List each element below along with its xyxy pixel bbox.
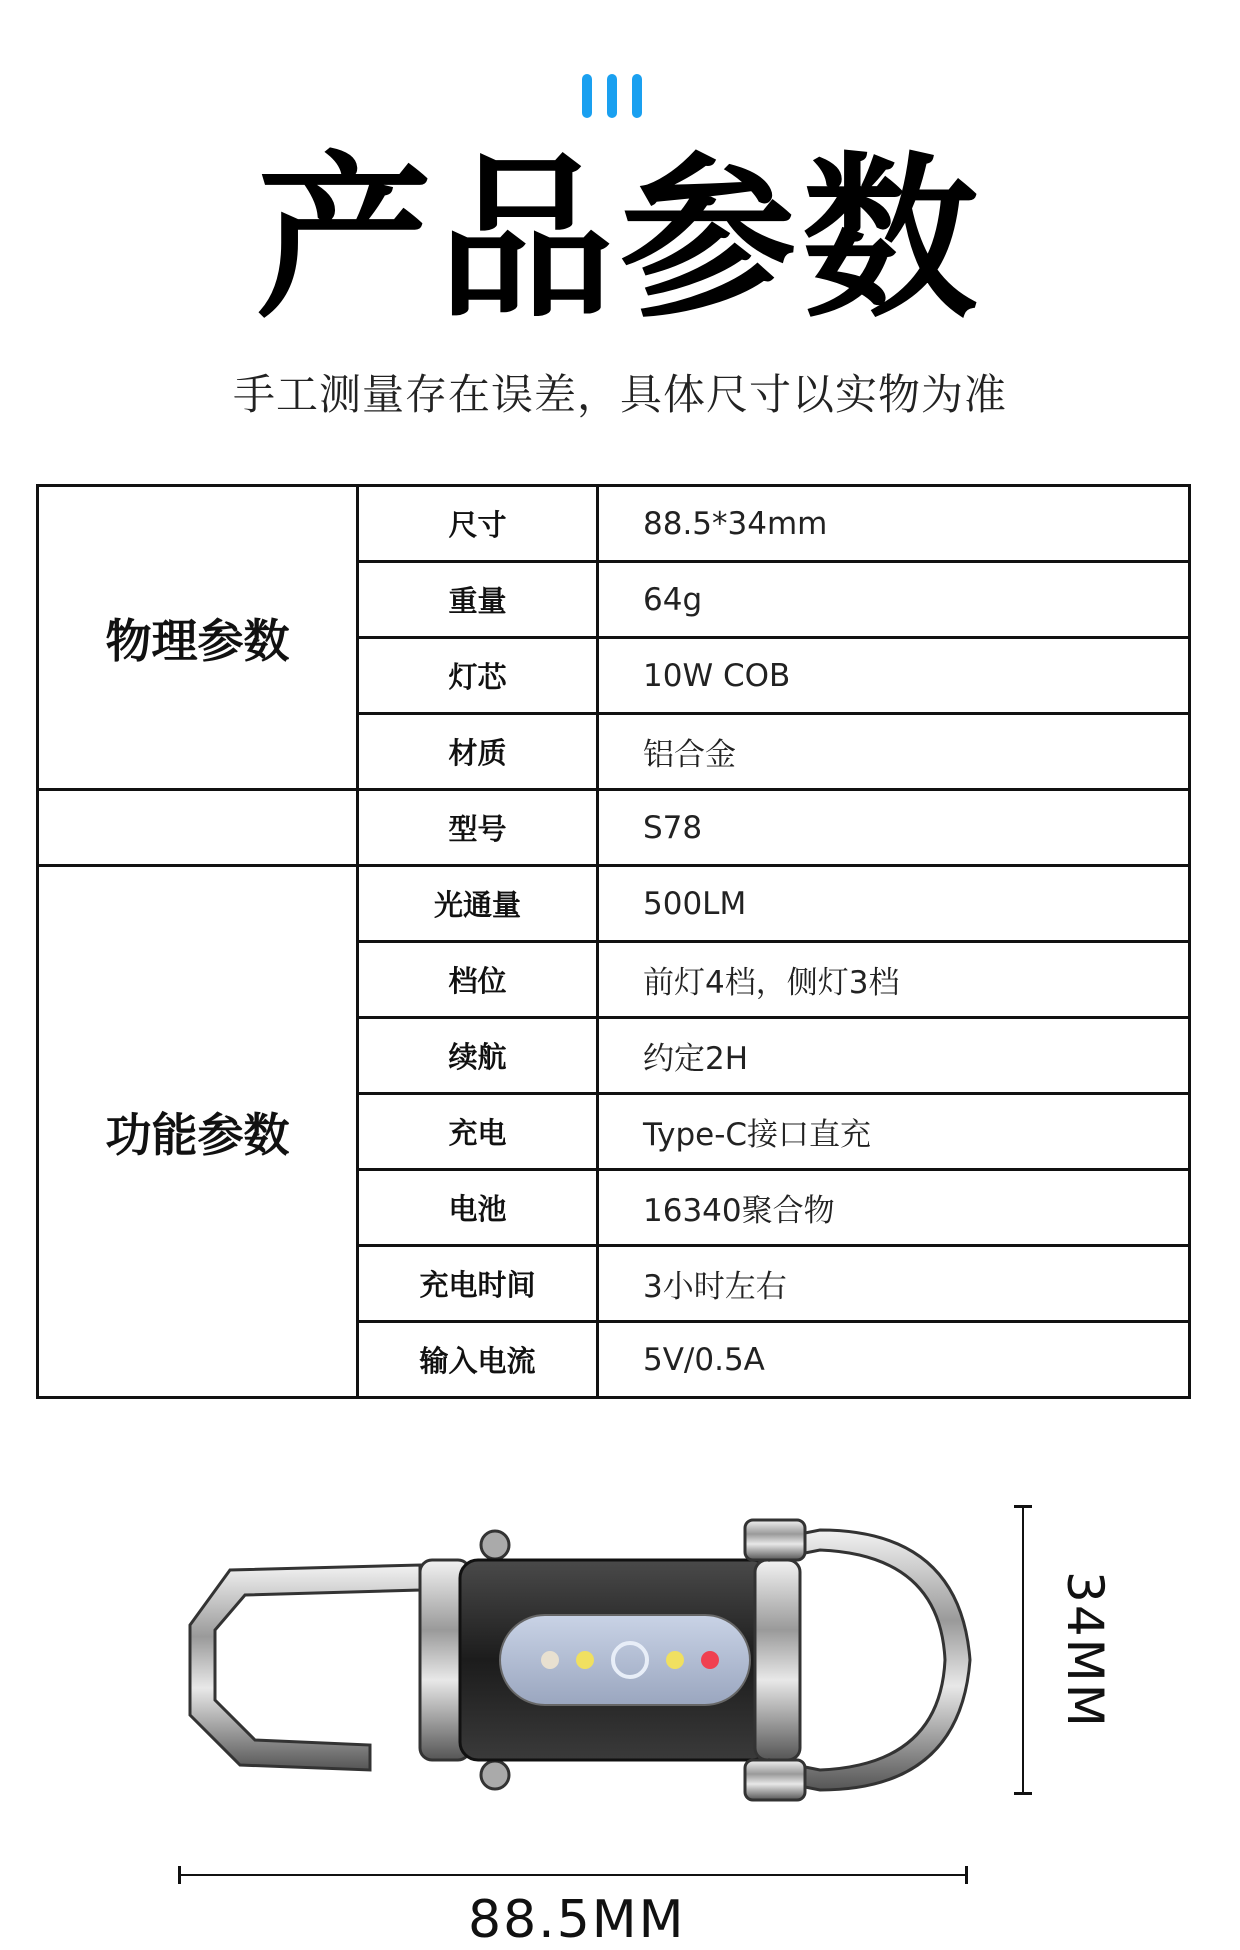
spec-label: 充电时间 — [358, 1246, 598, 1322]
height-dimension-label: 34MM — [1056, 1571, 1114, 1729]
spec-value: 500LM — [598, 866, 1190, 942]
page-title: 产品参数 — [255, 137, 984, 342]
table-row — [38, 486, 1190, 562]
spec-value: 10W COB — [598, 638, 1190, 714]
spec-value: Type-C接口直充 — [598, 1094, 1190, 1170]
group-function: 功能参数 — [38, 866, 358, 1398]
header-accent-icon — [582, 74, 642, 118]
spec-value: 铝合金 — [598, 714, 1190, 790]
spec-value: S78 — [598, 790, 1190, 866]
spec-label: 电池 — [358, 1170, 598, 1246]
spec-label: 重量 — [358, 562, 598, 638]
spec-value: 前灯4档，侧灯3档 — [598, 942, 1190, 1018]
spec-label: 灯芯 — [358, 638, 598, 714]
spec-value: 约定2H — [598, 1018, 1190, 1094]
spec-label: 输入电流 — [358, 1322, 598, 1398]
length-dimension-line — [178, 1874, 968, 1876]
spec-label: 材质 — [358, 714, 598, 790]
product-image — [170, 1490, 1010, 1850]
table-row — [38, 866, 1190, 942]
spec-value: 16340聚合物 — [598, 1170, 1190, 1246]
spec-value: 5V/0.5A — [598, 1322, 1190, 1398]
length-dimension-label: 88.5MM — [468, 1890, 686, 1950]
spec-label: 续航 — [358, 1018, 598, 1094]
spec-label: 尺寸 — [358, 486, 598, 562]
spec-table — [36, 484, 1191, 1399]
spec-value: 88.5*34mm — [598, 486, 1190, 562]
spec-label: 光通量 — [358, 866, 598, 942]
spec-value: 64g — [598, 562, 1190, 638]
spec-label: 档位 — [358, 942, 598, 1018]
group-model — [38, 790, 358, 866]
spec-label: 充电 — [358, 1094, 598, 1170]
spec-value: 3小时左右 — [598, 1246, 1190, 1322]
spec-label: 型号 — [358, 790, 598, 866]
page-subtitle: 手工测量存在误差，具体尺寸以实物为准 — [232, 370, 1007, 419]
table-row — [38, 790, 1190, 866]
group-physical: 物理参数 — [38, 486, 358, 790]
